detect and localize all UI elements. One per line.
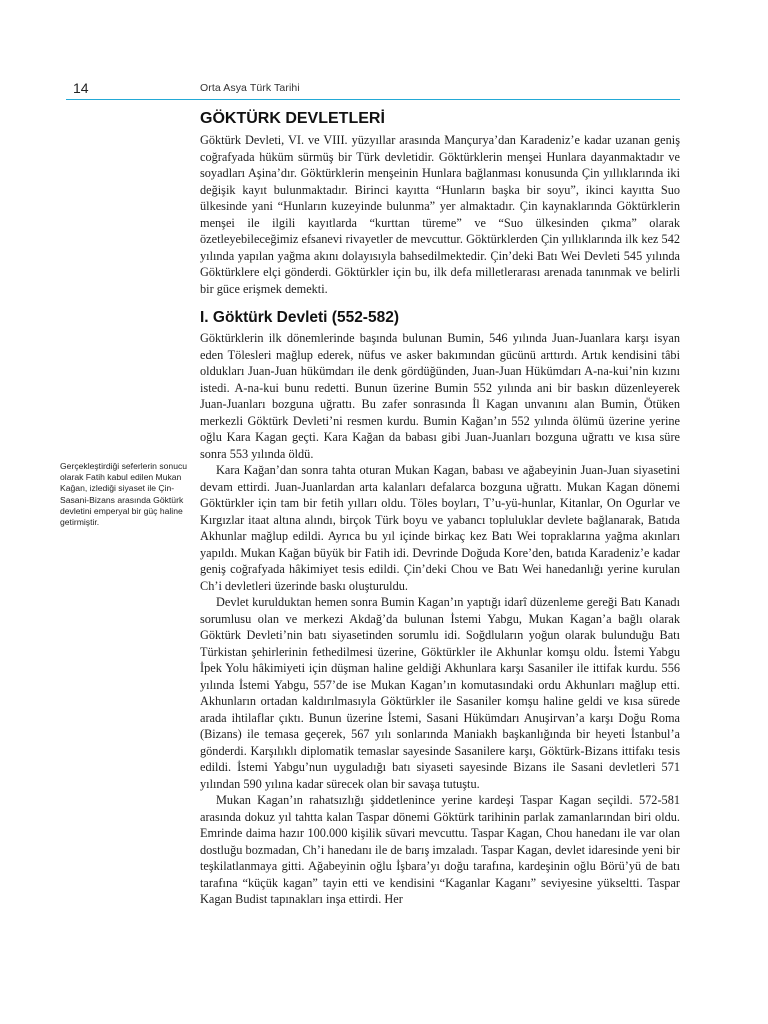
paragraph: Mukan Kagan’ın rahatsızlığı şiddetlenince yerine kardeşi Taspar Kagan seçildi. 572-581 arasında dokuz yıl tahtta kalan Taspar dönemi Göktürk tarihinin parlak zamanlarından biri oldu. Emrinde daima hazır 100.000 kişilik süvari mevcuttu. Taspar Kagan, Chou hanedanı ile var olan dostluğu bozmadan, Ch’i hanedanı ile de barış imzaladı. Taspar Kagan, devlet idaresinde yeni bir teşkilatlanmaya gitti. Ağabeyinin oğlu İşbara’yı doğu tarafına, kardeşinin oğlu Börü’yü de batı tarafına “küçük kagan” tayin etti ve kendisini “Kaganlar Kaganı” seviyesine yükseltti. Taspar Kagan Budist tapınakları inşa ettirdi. Her [200, 793, 680, 906]
page-number: 14 [73, 80, 89, 96]
running-title: Orta Asya Türk Tarihi [200, 82, 300, 94]
section-title: GÖKTÜRK DEVLETLERİ [200, 110, 385, 127]
subsection-title: I. Göktürk Devleti (552-582) [200, 309, 399, 326]
paragraph: Devlet kurulduktan hemen sonra Bumin Kagan’ın yaptığı idarî düzenleme gereği Batı Kanadı sorumlusu olan ve merkezi Akdağ’da bulunan İstemi Yabgu, Mukan Kagan’a bağlı olarak Göktürk Devleti’nin batı siyasetinden sorumlu idi. Soğdluların yoğun olarak bulunduğu Batı Türkistan şehirlerinin fethedilmesi üzerine, Göktürkler ile Akhunlar komşu oldu. İstemi Yabgu İpek Yolu hâkimiyeti için düşman haline geldiği Akhunlara karşı Sasaniler ile ittifak kurdu. 556 yılında İstemi Yabgu, 557’de ise Mukan Kagan’ın komutasındaki ordu Akhunları mağlup etti. Akhunların ortadan kaldırılmasıyla Göktürkler ile Sasaniler komşu haline geldi ve kısa sürede arada ihtilaflar çıktı. Bunun üzerine İstemi, Sasani Hükümdarı Anuşirvan’a karşı Doğu Roma (Bizans) ile temasa geçerek, 567 yılı sonlarında Maniakh başkanlığında bir heyeti İstanbul’a gönderdi. Karşılıklı diplomatik temaslar sayesinde Sasanilere karşı, Göktürk-Bizans ittifakı tesis edildi. İstemi Yabgu’nun uyguladığı batı siyaseti sayesinde Bizans ile Sasani devletleri 571 yılından 590 yılına kadar sürecek olan bir savaşa tutuştu. [200, 595, 680, 791]
paragraph: Göktürklerin ilk dönemlerinde başında bulunan Bumin, 546 yılında Juan-Juanlara karşı isyan eden Tölesleri mağlup ederek, nüfus ve asker bakımından gücünü arttırdı. Artık kendisini tâbi oldukları Juan-Juan hükümdarı ile denk gördüğünden, Juan-Juan Hükümdarı A-na-kui’nin kızını istedi. A-na-kui bunu redetti. Bunun üzerine Bumin 552 yılında ani bir baskın düzenleyerek Juan-Juanları bozguna uğrattı. Bu zafer sonrasında İl Kagan unvanını alan Bumin, Ötüken merkezli Göktürk Devleti’ni resmen kurdu. Bumin Kağan’ın 552 yılında ölümü üzerine yerine oğlu Kara Kagan geçti. Kara Kağan da babası gibi Juan-Juanları bozguna uğrattı ve kısa süre sonra 553 yılında öldü. [200, 331, 680, 461]
margin-note: Gerçekleştirdiği seferlerin sonucu olarak Fatih kabul edilen Mukan Kağan, izlediği siyaset ile Çin-Sasani-Bizans arasında Göktürk devletini emperyal bir güç haline getirmiştir. [60, 461, 188, 528]
paragraph: Kara Kağan’dan sonra tahta oturan Mukan Kagan, babası ve ağabeyinin Juan-Juan siyasetini devam ettirdi. Juan-Juanlardan arta kalanları defalarca bozguna uğrattı. Mukan Kagan dönemi Göktürkler için tam bir fetih yılları oldu. Töles boyları, T’u-yü-hunlar, Kitanlar, On Ogurlar ve Kırgızlar itaat altına alındı, birçok Türk boyu ve yabancı topluluklar devlete bağlanarak, Batıda Akhunlar mağlup edildi. Ayrıca bu yıl içinde birkaç kez Batı Wei topraklarına yağma akınları yapıldı. Mukan Kağan büyük bir Fatih idi. Devrinde Doğuda Kore’den, batıda Karadeniz’e kadar geniş coğrafyada hâkimiyet tesis edildi. Çin’deki Chou ve Batı Wei hanedanlığı yerine kurulan Ch’i devletleri üzerinde baskı oluşturuldu. [200, 463, 680, 593]
intro-paragraph: Göktürk Devleti, VI. ve VIII. yüzyıllar arasında Mançurya’dan Karadeniz’e kadar uzanan geniş coğrafyada hüküm sürmüş bir Türk devletidir. Göktürklerin menşei Hunlara dayanmaktadır ve soyadları Aşina’dır. Göktürklerin menşeinin Hunlara bağlanması konusunda Çin yıllıklarında iki değişik kayıt bulunmaktadır. Birinci kayıtta “Hunların başka bir soyu”, ikinci kayıtta Suo ülkesinde yani “Hunların kuzeyinde bulunma” yer almaktadır. Çin kaynaklarında Göktürklerin menşei ile ilgili kayıtlarda “kurttan türeme” ve “Suo ülkesinden çıkma” olarak özetleyebileceğimiz efsanevi rivayetler de mevcuttur. Göktürklerden Çin yıllıklarında ilk kez 542 yılında yapılan yağma akını dolayısıyla bahsedilmektedir. Çin’deki Batı Wei Devleti 545 yılında Göktürklere elçi gönderdi. Göktürkler için bu, ilk defa milletlerarası arenada tanınmak ve belirli bir güce erişmek demekti. [200, 133, 680, 296]
main-text-column [200, 108, 680, 908]
header-rule [66, 99, 680, 100]
